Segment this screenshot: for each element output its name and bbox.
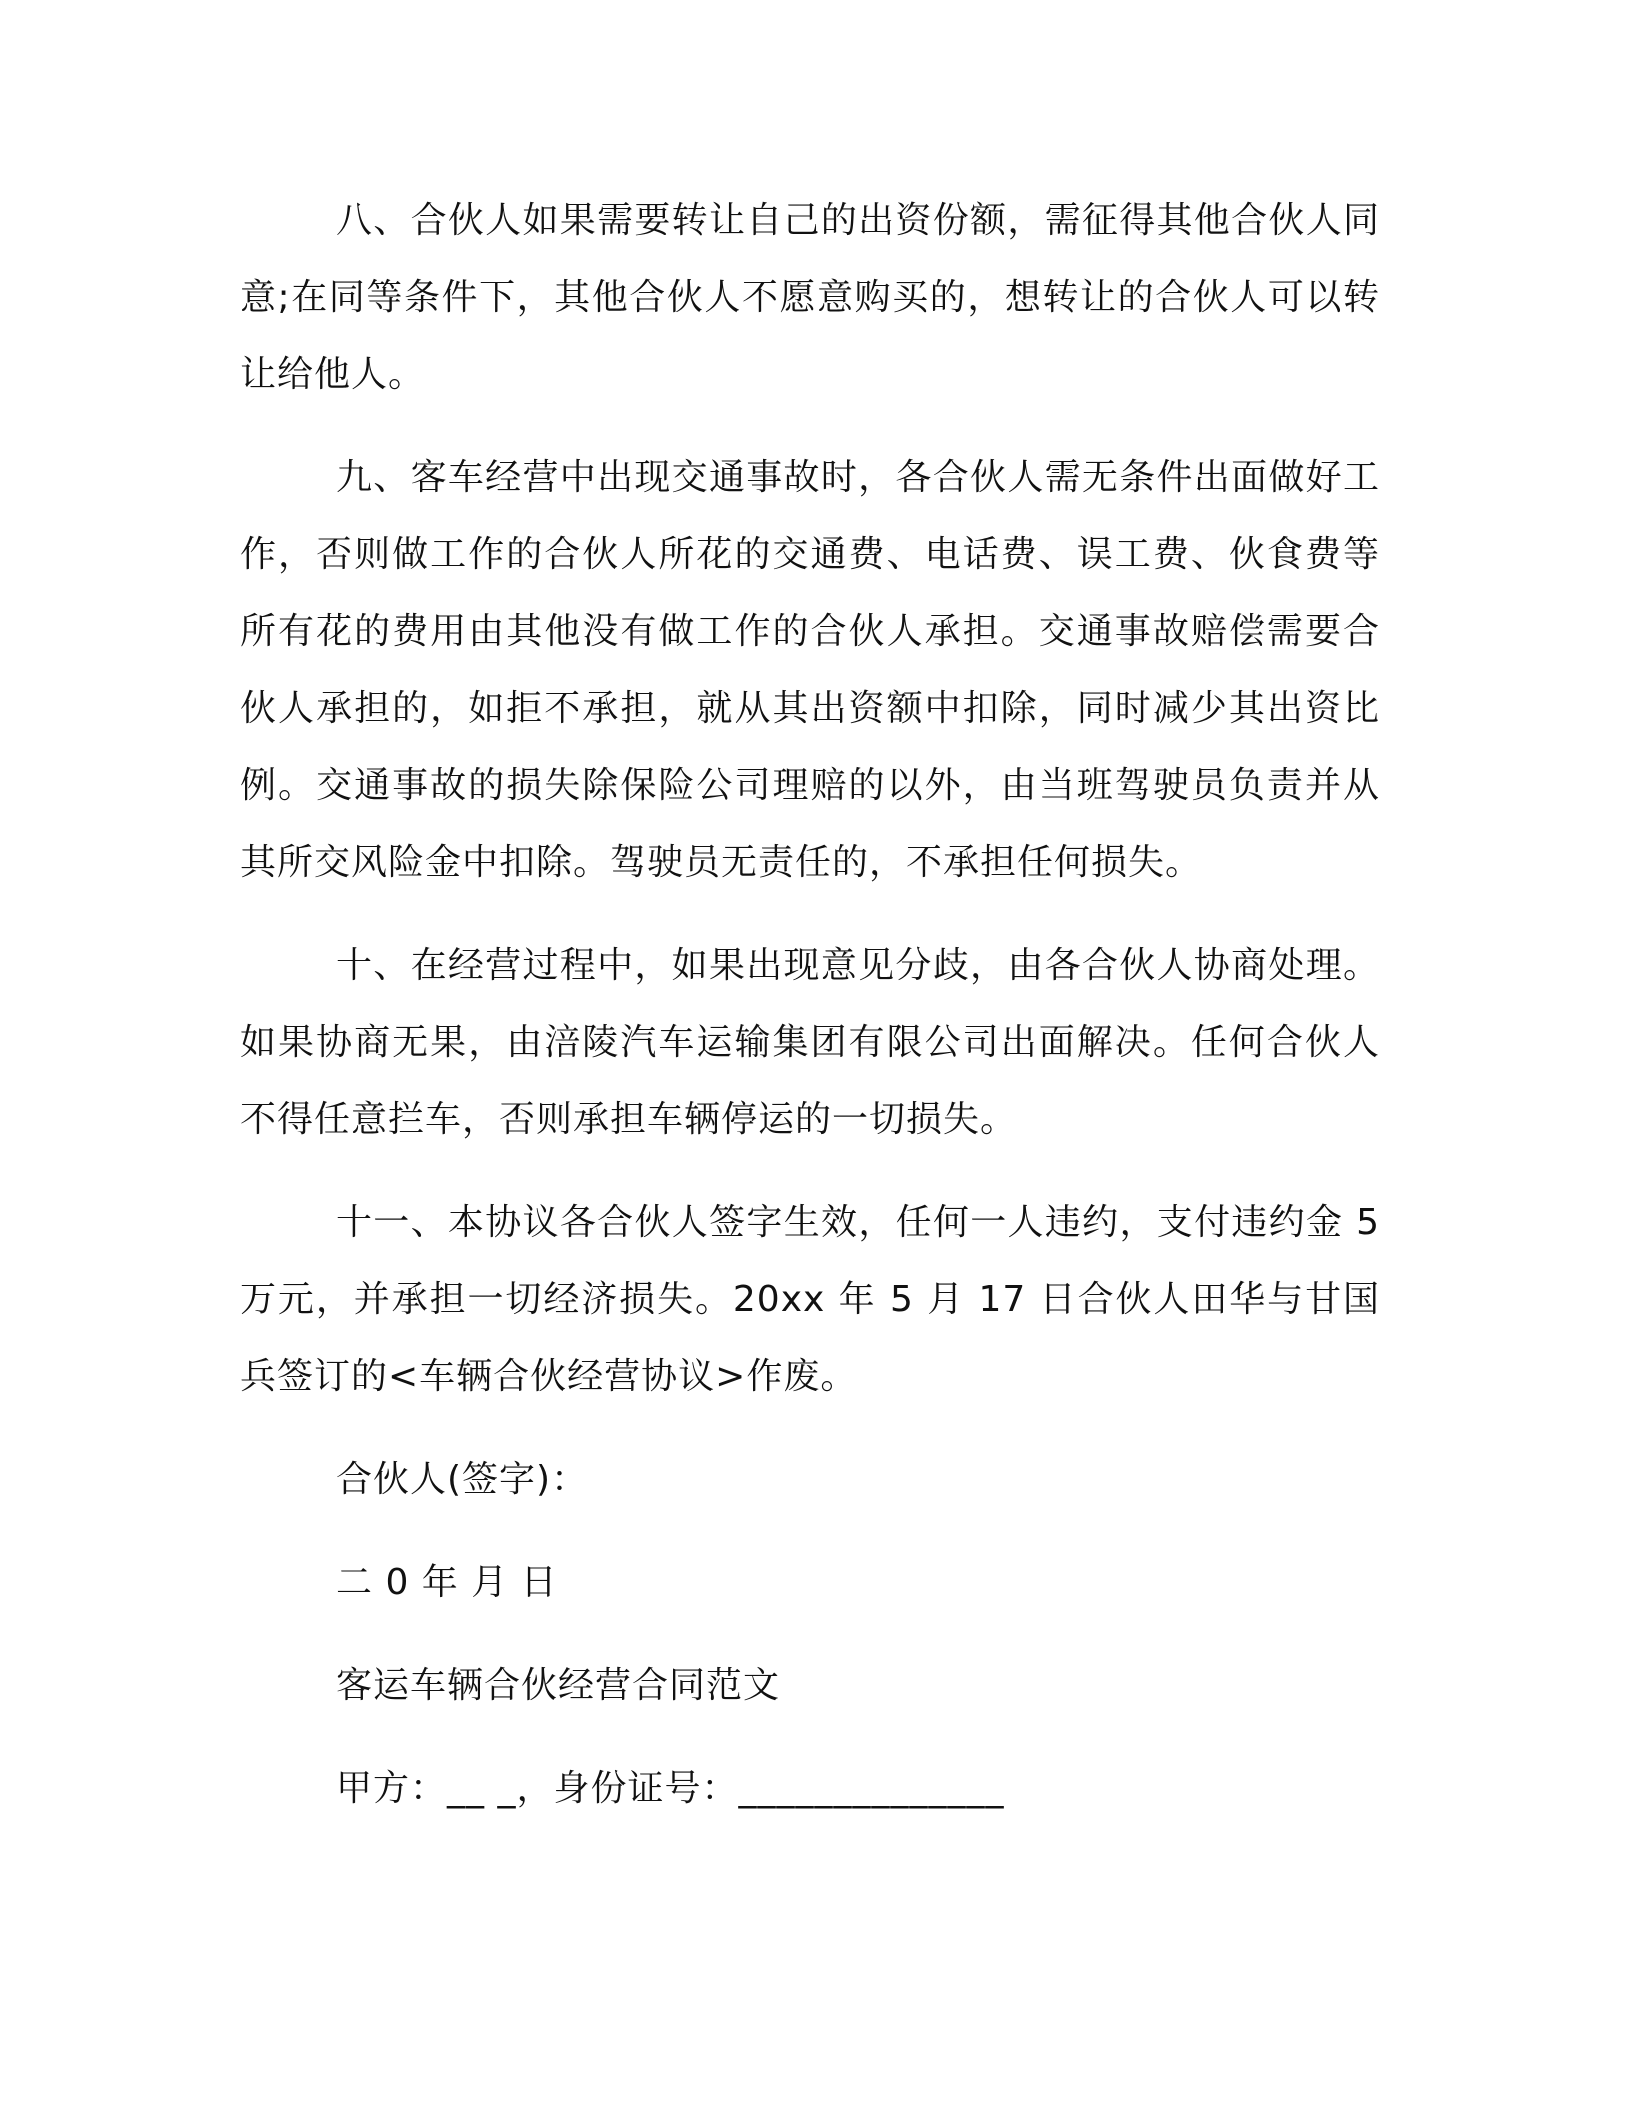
clause-11: 十一、本协议各合伙人签字生效，任何一人违约，支付违约金 5 万元，并承担一切经济损失。20xx 年 5 月 17 日合伙人田华与甘国兵签订的<车辆合伙经营协议>作废。 [240,1202,1380,1397]
signature-line: 合伙人(签字)： [336,1459,589,1500]
clause-9: 九、客车经营中出现交通事故时，各合伙人需无条件出面做好工作，否则做工作的合伙人所花的交通费、电话费、误工费、伙食费等所有花的费用由其他没有做工作的合伙人承担。交通事故赔偿需要合伙人承担的，如拒不承担，就从其出资额中扣除，同时减少其出资比例。交通事故的损失除保险公司理赔的以外，由当班驾驶员负责并从其所交风险金中扣除。驾驶员无责任的，不承担任何损失。 [240,457,1380,883]
document-body [240,182,1380,1827]
party-a-line: 甲方：__ _，身份证号：______________ [336,1768,1005,1809]
clause-8: 八、合伙人如果需要转让自己的出资份额，需征得其他合伙人同意;在同等条件下，其他合伙人不愿意购买的，想转让的合伙人可以转让给他人。 [240,200,1380,395]
document-heading: 客运车辆合伙经营合同范文 [336,1665,781,1706]
date-line: 二 0 年 月 日 [336,1562,558,1603]
clause-10: 十、在经营过程中，如果出现意见分歧，由各合伙人协商处理。如果协商无果，由涪陵汽车运输集团有限公司出面解决。任何合伙人不得任意拦车，否则承担车辆停运的一切损失。 [240,945,1380,1140]
